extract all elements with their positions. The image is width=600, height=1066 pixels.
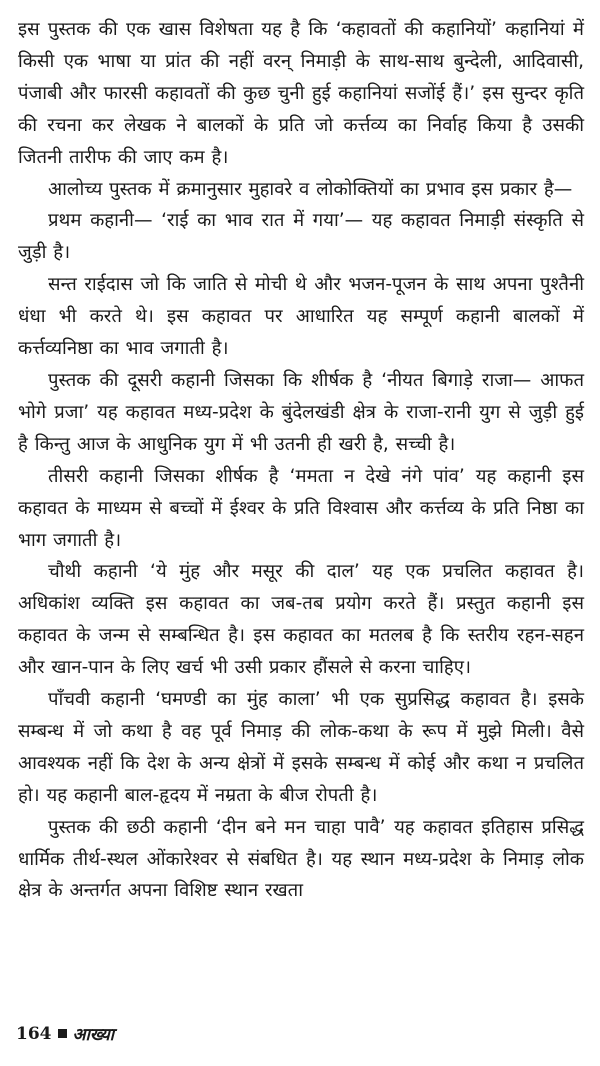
paragraph-3: प्रथम कहानी— ‘राई का भाव रात में गया’— यह कहावत निमाड़ी संस्कृति से जुड़ी है। — [18, 210, 584, 264]
square-bullet-icon — [58, 1029, 67, 1038]
paragraph-1: इस पुस्तक की एक खास विशेषता यह है कि ‘कहावतों की कहानियों’ कहानियां में किसी एक भाषा या प्रांत की नहीं वरन् निमाड़ी के साथ-साथ बुन्देली, आदिवासी, पंजाबी और फारसी कहावतों की कुछ चुनी हुई कहानियां सजोंई हैं।’ इस सुन्दर कृति की रचना कर लेखक ने बालकों के प्रति जो कर्त्तव्य का निर्वाह किया है उसकी जितनी तारीफ की जाए कम है। — [18, 19, 584, 168]
paragraph-2: आलोच्य पुस्तक में क्रमानुसार मुहावरे व लोकोक्तियों का प्रभाव इस प्रकार है— — [48, 178, 573, 200]
journal-name: आख्या — [72, 1025, 115, 1045]
paragraph-8: पाँचवी कहानी ‘घमण्डी का मुंह काला’ भी एक सुप्रसिद्ध कहावत है। इसके सम्बन्ध में जो कथा है वह पूर्व निमाड़ की लोक-कथा के रूप में मुझे मिली। वैसे आवश्यक नहीं कि देश के अन्य क्षेत्रों में इसके सम्बन्ध में कोई और कथा न प्रचलित हो। यह कहानी बाल-हृदय में नम्रता के बीज रोपती है। — [18, 689, 584, 806]
paragraph-5: पुस्तक की दूसरी कहानी जिसका कि शीर्षक है ‘नीयत बिगाड़े राजा— आफत भोगे प्रजा’ यह कहावत मध्य-प्रदेश के बुंदेलखंडी क्षेत्र के राजा-रानी युग से जुड़ी हुई है किन्तु आज के आधुनिक युग में भी उतनी ही खरी है, सच्ची है। — [18, 369, 584, 455]
page-number: 164 — [16, 1023, 52, 1044]
paragraph-9: पुस्तक की छठी कहानी ‘दीन बने मन चाहा पावै’ यह कहावत इतिहास प्रसिद्ध धार्मिक तीर्थ-स्थल ओंकारेश्वर से संबधित है। यह स्थान मध्य-प्रदेश के निमाड़ लोक क्षेत्र के अन्तर्गत अपना विशिष्ट स्थान रखता — [18, 816, 584, 902]
page-footer — [16, 1022, 114, 1045]
page-body — [18, 14, 584, 1054]
paragraph-4: सन्त राईदास जो कि जाति से मोची थे और भजन-पूजन के साथ अपना पुश्तैनी धंधा भी करते थे। इस कहावत पर आधारित यह सम्पूर्ण कहानी बालकों में कर्त्तव्यनिष्ठा का भाव जगाती है। — [18, 274, 584, 360]
paragraph-7: चौथी कहानी ‘ये मुंह और मसूर की दाल’ यह एक प्रचलित कहावत है। अधिकांश व्यक्ति इस कहावत का जब-तब प्रयोग करते हैं। प्रस्तुत कहानी इस कहावत के जन्म से सम्बन्धित है। इस कहावत का मतलब है कि स्तरीय रहन-सहन और खान-पान के लिए खर्च भी उसी प्रकार हौंसले से करना चाहिए। — [18, 561, 584, 679]
paragraph-6: तीसरी कहानी जिसका शीर्षक है ‘ममता न देखे नंगे पांव’ यह कहानी इस कहावत के माध्यम से बच्चों में ईश्वर के प्रति विश्वास और कर्त्तव्य के प्रति निष्ठा का भाग जगाती है। — [18, 465, 584, 551]
